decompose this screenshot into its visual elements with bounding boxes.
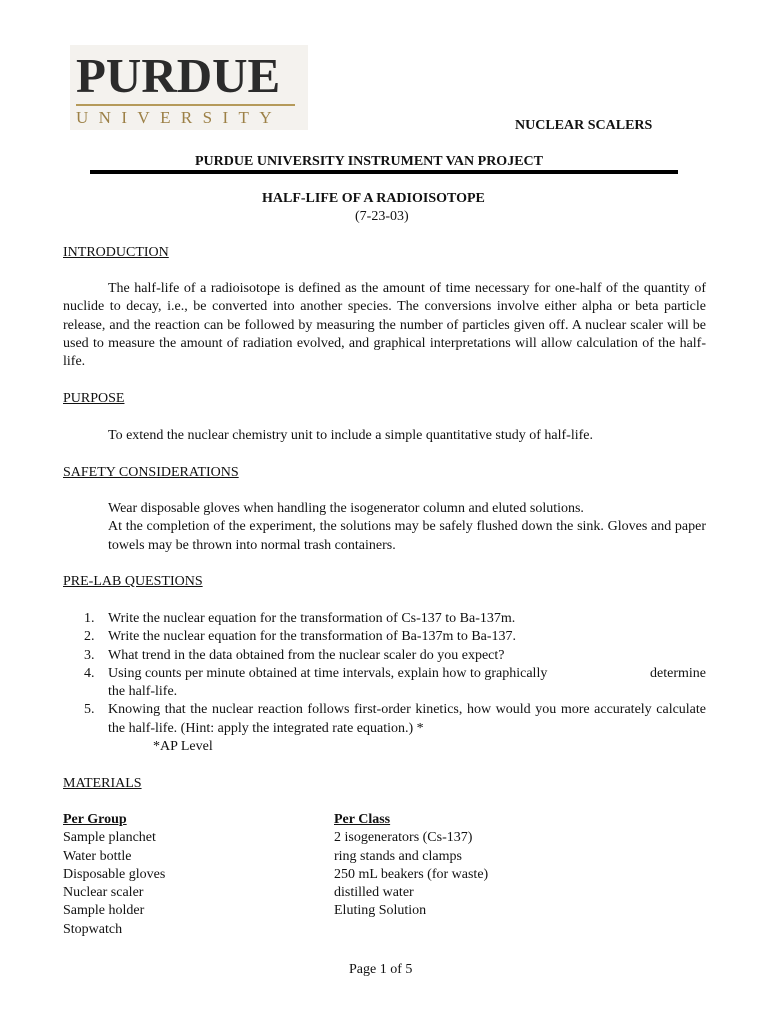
per-group-item: Disposable gloves <box>63 866 166 882</box>
prelab-question <box>63 628 706 646</box>
header-divider <box>90 170 678 174</box>
per-group-item: Sample planchet <box>63 830 156 846</box>
introduction-text <box>63 280 706 371</box>
purpose-text <box>63 427 706 445</box>
safety-text <box>108 500 706 555</box>
introduction-heading: INTRODUCTION <box>63 245 169 260</box>
safety-line-1: Wear disposable gloves when handling the isogenerator column and eluted solutions. <box>108 501 584 516</box>
project-title: PURDUE UNIVERSITY INSTRUMENT VAN PROJECT <box>195 154 543 169</box>
question-text: Write the nuclear equation for the transformation of Ba-137m to Ba-137. <box>108 629 517 645</box>
per-group-item: Sample holder <box>63 903 145 919</box>
logo-rule <box>76 104 295 106</box>
per-group-item: Stopwatch <box>63 921 123 937</box>
module-title: NUCLEAR SCALERS <box>515 118 653 133</box>
question-text-part-a: Using counts per minute obtained at time intervals, explain how to graphically <box>108 665 548 681</box>
per-group-item: Water bottle <box>63 848 132 864</box>
purpose-heading: PURPOSE <box>63 391 125 406</box>
introduction-paragraph: The half-life of a radioisotope is defined as the amount of time necessary for one-half of the quantity of nuclide to decay, i.e., be converted into another species. The conversions involve either alpha or beta particle release, and the reaction can be followed by measuring the number of particles given off. A nuclear scaler will be used to measure the amount of radiation evolved, and graphical interpretations will allow calculation of the half-life. <box>63 281 706 369</box>
prelab-question <box>63 665 706 702</box>
per-class-title: Per Class <box>334 812 391 827</box>
prelab-question <box>63 610 706 628</box>
page-number: Page 1 of 5 <box>349 962 413 977</box>
question-text-part-b-word: determine <box>650 665 706 681</box>
question-text-part-b-rest: the half-life. <box>108 684 178 699</box>
logo-subtitle: UNIVERSITY <box>76 108 282 127</box>
question-text <box>108 665 706 702</box>
per-class-item: 2 isogenerators (Cs-137) <box>334 830 473 846</box>
purpose-paragraph: To extend the nuclear chemistry unit to include a simple quantitative study of half-life. <box>108 428 593 443</box>
prelab-question-list <box>63 610 706 738</box>
per-group-column <box>63 811 165 939</box>
question-number: 3. <box>84 647 95 663</box>
question-text: What trend in the data obtained from the nuclear scaler do you expect? <box>108 647 505 663</box>
question-text: Write the nuclear equation for the transformation of Cs-137 to Ba-137m. <box>108 611 516 626</box>
prelab-question <box>63 647 706 665</box>
ap-level-note: *AP Level <box>153 739 213 754</box>
document-title: HALF-LIFE OF A RADIOISOTOPE <box>262 191 485 206</box>
per-class-item: Eluting Solution <box>334 903 427 919</box>
document-date: (7-23-03) <box>355 209 409 224</box>
per-group-title: Per Group <box>63 812 127 827</box>
per-group-item: Nuclear scaler <box>63 885 144 900</box>
per-class-column <box>334 811 488 921</box>
per-class-item: ring stands and clamps <box>334 848 462 864</box>
prelab-heading: PRE-LAB QUESTIONS <box>63 574 203 589</box>
question-text: Knowing that the nuclear reaction follows first-order kinetics, how would you more accurately calculate the half-life. (Hint: apply the integrated rate equation.) * <box>108 702 706 736</box>
safety-heading: SAFETY CONSIDERATIONS <box>63 465 239 480</box>
question-number: 4. <box>84 665 95 681</box>
per-class-item: distilled water <box>334 885 414 900</box>
prelab-question <box>63 701 706 738</box>
materials-heading: MATERIALS <box>63 776 142 791</box>
question-number: 5. <box>84 702 95 718</box>
question-number: 2. <box>84 629 95 645</box>
safety-line-2: At the completion of the experiment, the solutions may be safely flushed down the sink. Gloves and paper towels may be thrown into normal trash containers. <box>108 519 706 553</box>
logo-wordmark: PURDUE <box>76 48 281 103</box>
per-class-item: 250 mL beakers (for waste) <box>334 866 489 882</box>
question-number: 1. <box>84 611 95 626</box>
